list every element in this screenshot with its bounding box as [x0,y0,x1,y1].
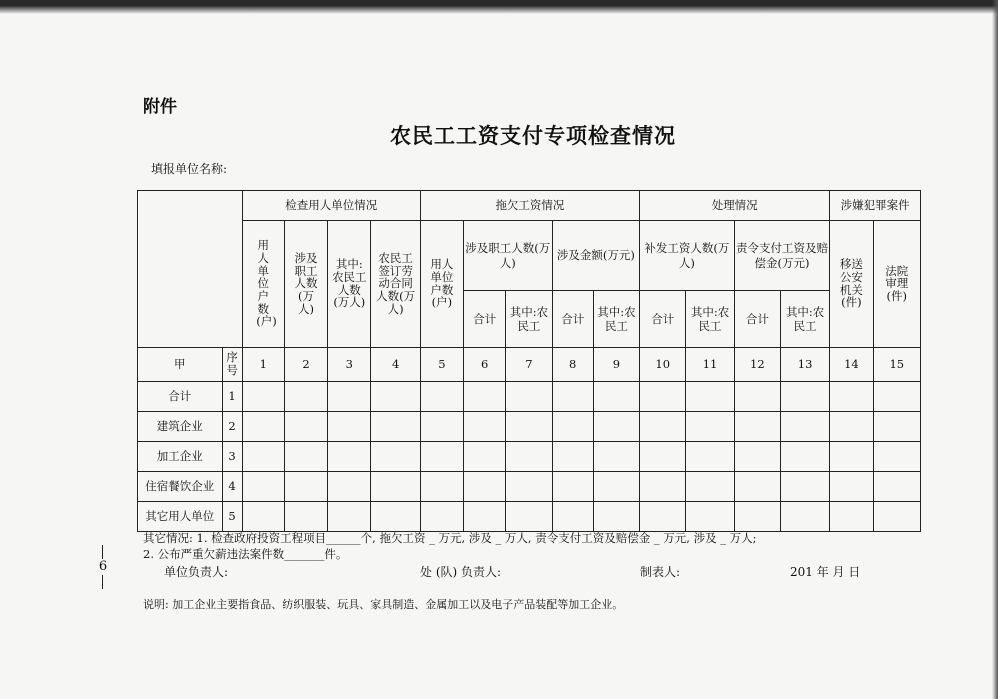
column-number: 13 [780,348,829,382]
data-cell[interactable] [371,412,420,442]
column-number: 4 [371,348,420,382]
column-number: 11 [686,348,734,382]
data-cell[interactable] [284,442,327,472]
column-number: 12 [734,348,780,382]
data-cell[interactable] [830,472,873,502]
subgroup-ordered-payment: 责令支付工资及赔偿金(万元) [734,221,830,291]
data-cell[interactable] [830,502,873,532]
data-cell[interactable] [734,382,780,412]
page-number-text: 6 [98,559,108,574]
data-cell[interactable] [328,412,371,442]
column-number: 9 [593,348,639,382]
col-header-5 [420,221,463,348]
column-number: 6 [464,348,506,382]
data-cell[interactable] [371,442,420,472]
seq-header-text: 序号 [226,350,238,378]
table-row [138,382,921,412]
data-cell[interactable] [593,502,639,532]
page-number-dash-bottom [102,575,110,589]
col-header-5-text: 用人单位户数(户) [430,257,454,310]
footnote: 说明: 加工企业主要指食品、纺织服装、玩具、家具制造、金属加工以及电子产品装配等加工企业。 [143,598,624,611]
data-cell[interactable] [506,412,552,442]
col-header-2 [284,221,327,348]
data-cell[interactable] [242,412,284,442]
column-number: 15 [873,348,920,382]
data-cell[interactable] [420,442,463,472]
data-cell[interactable] [640,442,686,472]
inspection-table [137,190,921,532]
data-cell[interactable] [686,472,734,502]
column-number: 1 [242,348,284,382]
col-header-4-text: 农民工签订劳动合同人数(万人) [376,251,416,316]
row-header-label: 甲 [138,348,223,382]
notes-line-1: 其它情况: 1. 检查政府投资工程项目______个, 拖欠工资 _ 万元, 涉及 _ 万人, 责令支付工资及赔偿金 _ 万元, 涉及 _ 万人; [143,531,757,545]
col-header-1 [242,221,284,348]
data-cell[interactable] [593,472,639,502]
data-cell[interactable] [284,472,327,502]
subgroup-back-pay-count: 补发工资人数(万人) [640,221,735,291]
data-cell[interactable] [640,382,686,412]
data-cell[interactable] [593,412,639,442]
col-header-13: 其中:农民工 [780,291,829,348]
col-header-4 [371,221,420,348]
subgroup-workers-involved: 涉及职工人数(万人) [464,221,553,291]
data-cell[interactable] [640,502,686,532]
col-header-8: 合计 [552,291,593,348]
data-cell[interactable] [242,472,284,502]
column-number: 14 [830,348,873,382]
row-label: 建筑企业 [138,412,223,442]
seq-header [222,348,242,382]
col-header-12: 合计 [734,291,780,348]
data-cell[interactable] [284,502,327,532]
data-cell[interactable] [464,442,506,472]
table-row [138,472,921,502]
group-criminal-cases: 涉嫌犯罪案件 [830,191,921,221]
preparer-signature: 制表人: [640,565,681,579]
table-row [138,412,921,442]
data-cell[interactable] [420,502,463,532]
data-cell[interactable] [593,382,639,412]
col-header-10: 合计 [640,291,686,348]
data-cell[interactable] [371,382,420,412]
row-label: 住宿餐饮企业 [138,472,223,502]
data-cell[interactable] [371,472,420,502]
row-seq: 4 [222,472,242,502]
row-seq: 3 [222,442,242,472]
subgroup-amount-involved: 涉及金额(万元) [552,221,640,291]
data-cell[interactable] [593,442,639,472]
row-seq: 2 [222,412,242,442]
notes-line-2: 2. 公布严重欠薪违法案件数_______件。 [143,547,348,561]
data-cell[interactable] [328,502,371,532]
data-cell[interactable] [830,382,873,412]
data-cell[interactable] [328,442,371,472]
data-cell[interactable] [284,382,327,412]
col-header-9: 其中:农民工 [593,291,639,348]
reporting-unit-label: 填报单位名称: [151,162,228,176]
data-cell[interactable] [371,502,420,532]
column-number: 5 [420,348,463,382]
division-head-signature: 处 (队) 负责人: [420,565,502,579]
data-cell[interactable] [780,412,829,442]
data-cell[interactable] [420,412,463,442]
row-seq: 5 [222,502,242,532]
data-cell[interactable] [552,442,593,472]
scan-border-top [0,0,998,14]
page-number-dash-top [102,545,110,559]
data-cell[interactable] [873,382,920,412]
data-cell[interactable] [640,412,686,442]
data-cell[interactable] [328,382,371,412]
data-cell[interactable] [686,412,734,442]
data-cell[interactable] [830,442,873,472]
page-title: 农民工工资支付专项检查情况 [390,124,676,148]
row-label: 其它用人单位 [138,502,223,532]
data-cell[interactable] [873,502,920,532]
group-handling: 处理情况 [640,191,830,221]
group-wage-arrears: 拖欠工资情况 [420,191,639,221]
data-cell[interactable] [420,382,463,412]
data-cell[interactable] [640,472,686,502]
col-header-3 [328,221,371,348]
data-cell[interactable] [780,382,829,412]
data-cell[interactable] [464,382,506,412]
row-label: 加工企业 [138,442,223,472]
attachment-label: 附件 [143,97,177,117]
data-cell[interactable] [420,472,463,502]
row-seq: 1 [222,382,242,412]
data-cell[interactable] [686,382,734,412]
col-header-1-text: 用人单位户数(户) [256,238,277,329]
data-cell[interactable] [506,382,552,412]
other-info-notes [143,530,757,562]
col-header-3-text: 其中:农民工人数(万人) [332,257,367,310]
scan-border-right [992,0,998,699]
data-cell[interactable] [464,502,506,532]
data-cell[interactable] [734,472,780,502]
column-number: 7 [506,348,552,382]
row-label: 合计 [138,382,223,412]
data-cell[interactable] [686,502,734,532]
data-cell[interactable] [328,472,371,502]
data-cell[interactable] [552,472,593,502]
unit-head-signature: 单位负责人: [164,565,229,579]
data-cell[interactable] [873,472,920,502]
data-cell[interactable] [686,442,734,472]
col-header-15 [873,221,920,348]
corner-cell [138,191,243,348]
data-cell[interactable] [506,502,552,532]
data-cell[interactable] [873,442,920,472]
group-employer-check: 检查用人单位情况 [242,191,420,221]
data-cell[interactable] [242,502,284,532]
data-cell[interactable] [780,472,829,502]
column-number: 2 [284,348,327,382]
page-number [96,545,110,589]
report-date: 201 年 月 日 [790,565,861,579]
data-cell[interactable] [734,442,780,472]
data-cell[interactable] [464,472,506,502]
data-cell[interactable] [830,412,873,442]
data-cell[interactable] [734,412,780,442]
data-cell[interactable] [873,412,920,442]
column-number: 3 [328,348,371,382]
col-header-2-text: 涉及职工人数(万人) [294,251,318,316]
table-row [138,442,921,472]
column-number: 10 [640,348,686,382]
table-row [138,502,921,532]
data-cell[interactable] [552,382,593,412]
col-header-14-text: 移送公安机关(件) [839,257,863,310]
data-cell[interactable] [506,442,552,472]
col-header-6: 合计 [464,291,506,348]
col-header-7: 其中:农民工 [506,291,552,348]
column-number: 8 [552,348,593,382]
data-cell[interactable] [780,442,829,472]
data-cell[interactable] [464,412,506,442]
data-cell[interactable] [284,412,327,442]
data-cell[interactable] [242,382,284,412]
col-header-14 [830,221,873,348]
data-cell[interactable] [734,502,780,532]
data-cell[interactable] [552,502,593,532]
col-header-15-text: 法院审理(件) [885,263,909,303]
data-cell[interactable] [506,472,552,502]
data-cell[interactable] [780,502,829,532]
col-header-11: 其中:农民工 [686,291,734,348]
data-cell[interactable] [242,442,284,472]
data-cell[interactable] [552,412,593,442]
